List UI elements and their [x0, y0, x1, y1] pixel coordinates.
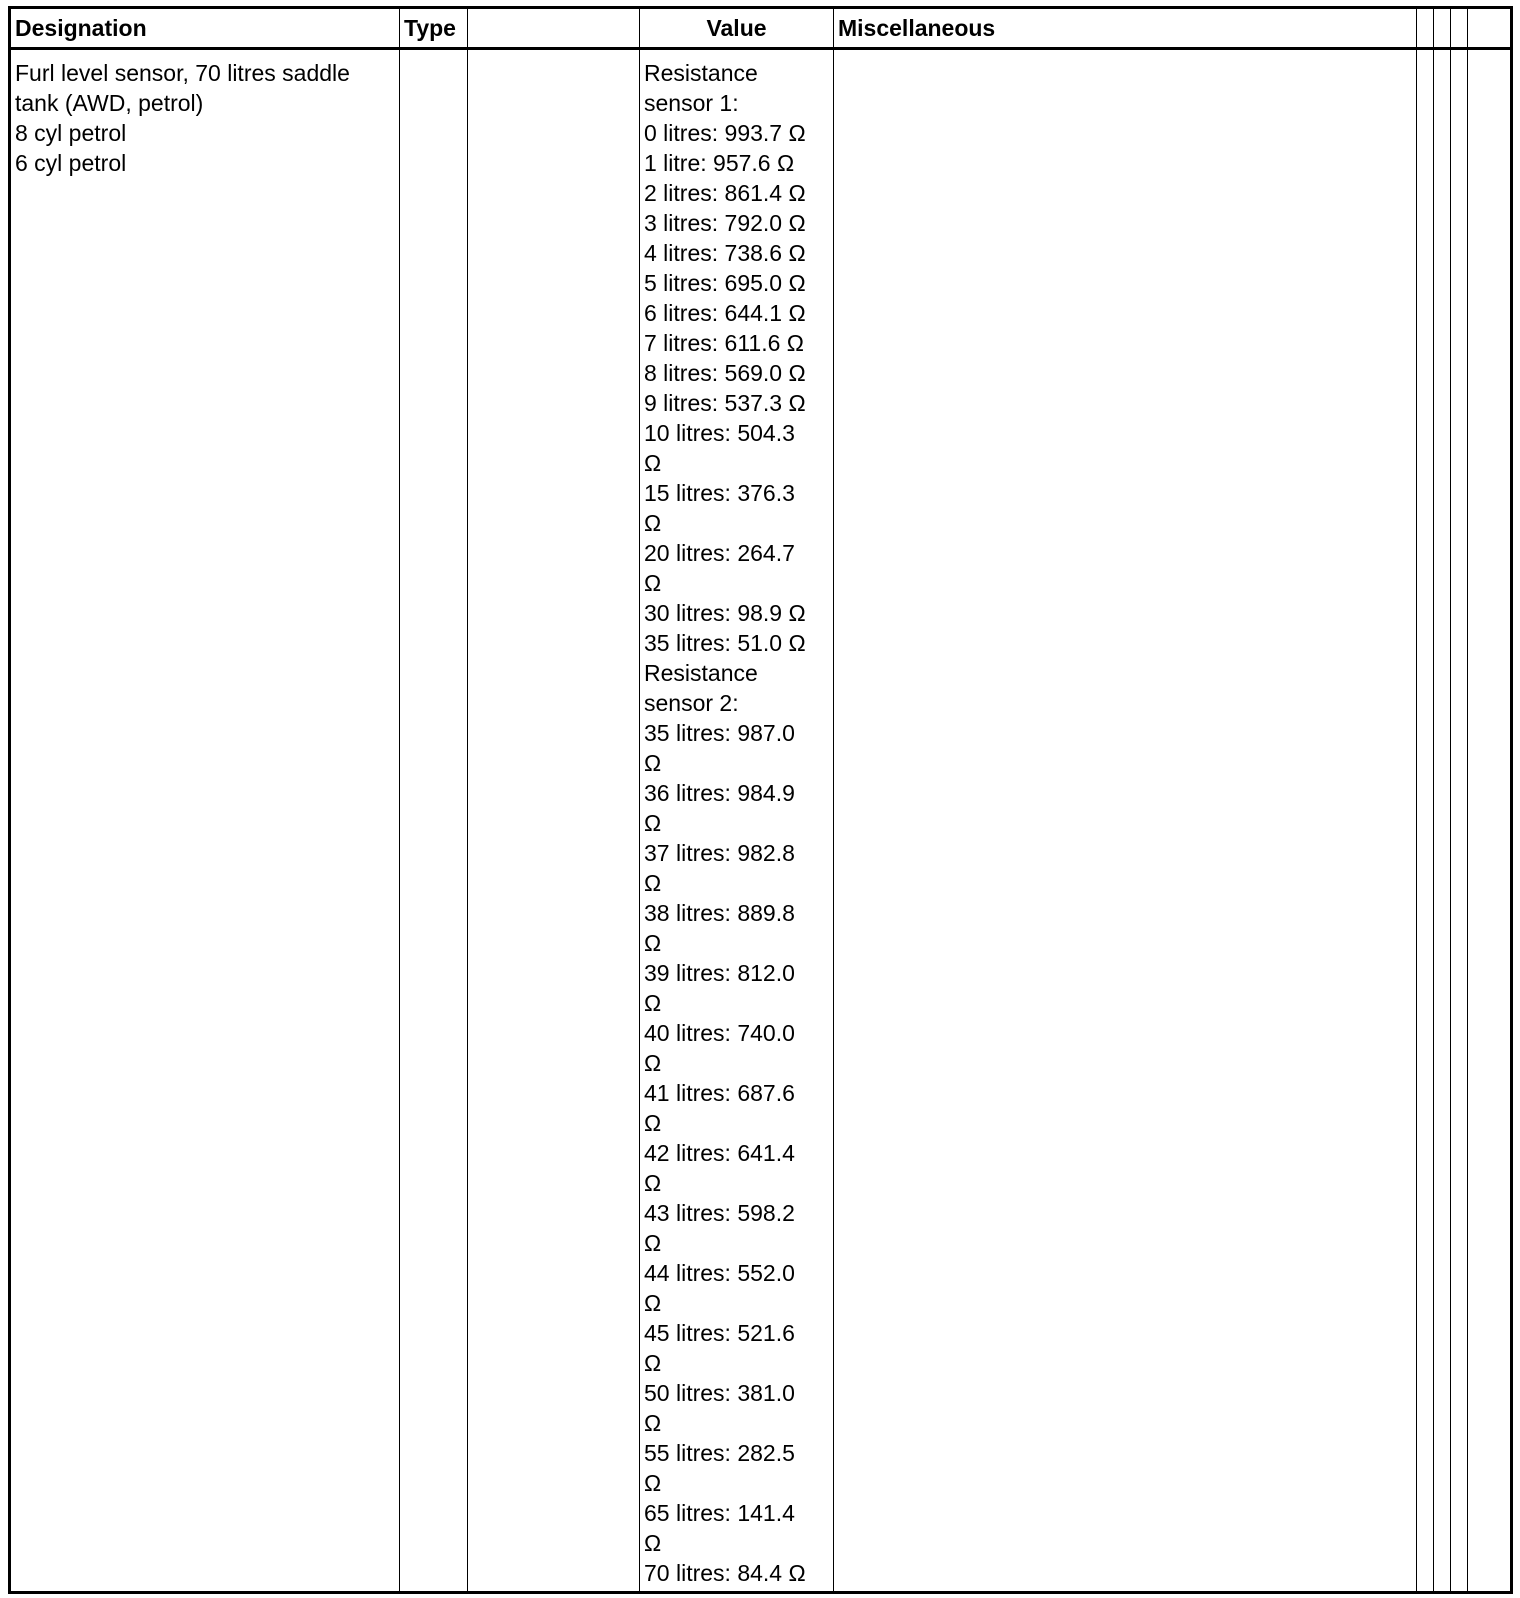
value-line: Ω [644, 930, 662, 956]
value-line: Ω [644, 750, 662, 776]
value-line: 2 litres: 861.4 Ω [644, 180, 806, 206]
value-line: 39 litres: 812.0 [644, 960, 795, 986]
value-line: 8 litres: 569.0 Ω [644, 360, 806, 386]
value-line: 44 litres: 552.0 [644, 1260, 795, 1286]
value-line: Resistance [644, 660, 758, 686]
value-line: 38 litres: 889.8 [644, 900, 795, 926]
table-row [10, 49, 1512, 1593]
value-cell [640, 49, 834, 1593]
value-line: Ω [644, 870, 662, 896]
miscellaneous-header: Miscellaneous [834, 8, 1417, 49]
value-line: 9 litres: 537.3 Ω [644, 390, 806, 416]
extra-header-2 [1434, 8, 1451, 49]
value-line: Ω [644, 1290, 662, 1316]
value-line: 6 litres: 644.1 Ω [644, 300, 806, 326]
value-line: 0 litres: 993.7 Ω [644, 120, 806, 146]
specification-table [8, 6, 1513, 1594]
value-line: Ω [644, 510, 662, 536]
header-row [10, 8, 1512, 49]
value-line: 7 litres: 611.6 Ω [644, 330, 804, 356]
designation-line: 6 cyl petrol [15, 150, 127, 176]
value-line: 40 litres: 740.0 [644, 1020, 795, 1046]
designation-header: Designation [10, 8, 400, 49]
value-line: Ω [644, 1410, 662, 1436]
value-line: 30 litres: 98.9 Ω [644, 600, 806, 626]
value-line: 36 litres: 984.9 [644, 780, 795, 806]
extra-cell-2 [1434, 49, 1451, 1593]
blank-header [468, 8, 640, 49]
designation-line: 8 cyl petrol [15, 120, 127, 146]
value-line: 20 litres: 264.7 [644, 540, 795, 566]
extra-header-3 [1451, 8, 1468, 49]
value-line: 4 litres: 738.6 Ω [644, 240, 806, 266]
extra-cell-3 [1451, 49, 1468, 1593]
value-line: 37 litres: 982.8 [644, 840, 795, 866]
value-line: Ω [644, 1110, 662, 1136]
extra-header-4 [1468, 8, 1512, 49]
value-line: 3 litres: 792.0 Ω [644, 210, 806, 236]
value-line: 45 litres: 521.6 [644, 1320, 795, 1346]
value-line: 65 litres: 141.4 [644, 1500, 795, 1526]
value-line: 35 litres: 987.0 [644, 720, 795, 746]
type-cell [400, 49, 468, 1593]
value-line: 1 litre: 957.6 Ω [644, 150, 795, 176]
value-line: 43 litres: 598.2 [644, 1200, 795, 1226]
value-line: Ω [644, 450, 662, 476]
blank-cell [468, 49, 640, 1593]
value-line: Ω [644, 990, 662, 1016]
value-line: 5 litres: 695.0 Ω [644, 270, 806, 296]
designation-line: tank (AWD, petrol) [15, 90, 204, 116]
miscellaneous-cell [834, 49, 1417, 1593]
value-line: 10 litres: 504.3 [644, 420, 795, 446]
value-line: 35 litres: 51.0 Ω [644, 630, 806, 656]
value-line: Ω [644, 1230, 662, 1256]
value-header: Value [640, 8, 834, 49]
designation-line: Furl level sensor, 70 litres saddle [15, 60, 350, 86]
value-line: 70 litres: 84.4 Ω [644, 1560, 806, 1586]
extra-cell-1 [1417, 49, 1434, 1593]
value-line: Ω [644, 1350, 662, 1376]
value-line: Ω [644, 1170, 662, 1196]
value-line: Ω [644, 810, 662, 836]
value-line: 42 litres: 641.4 [644, 1140, 795, 1166]
value-line: 55 litres: 282.5 [644, 1440, 795, 1466]
value-line: sensor 2: [644, 690, 739, 716]
value-line: 15 litres: 376.3 [644, 480, 795, 506]
value-line: Resistance [644, 60, 758, 86]
value-line: Ω [644, 1470, 662, 1496]
value-line: 50 litres: 381.0 [644, 1380, 795, 1406]
value-line: Ω [644, 1530, 662, 1556]
type-header: Type [400, 8, 468, 49]
designation-cell [10, 49, 400, 1593]
value-line: 41 litres: 687.6 [644, 1080, 795, 1106]
value-line: sensor 1: [644, 90, 739, 116]
extra-header-1 [1417, 8, 1434, 49]
value-line: Ω [644, 1050, 662, 1076]
value-line: Ω [644, 570, 662, 596]
extra-cell-4 [1468, 49, 1512, 1593]
